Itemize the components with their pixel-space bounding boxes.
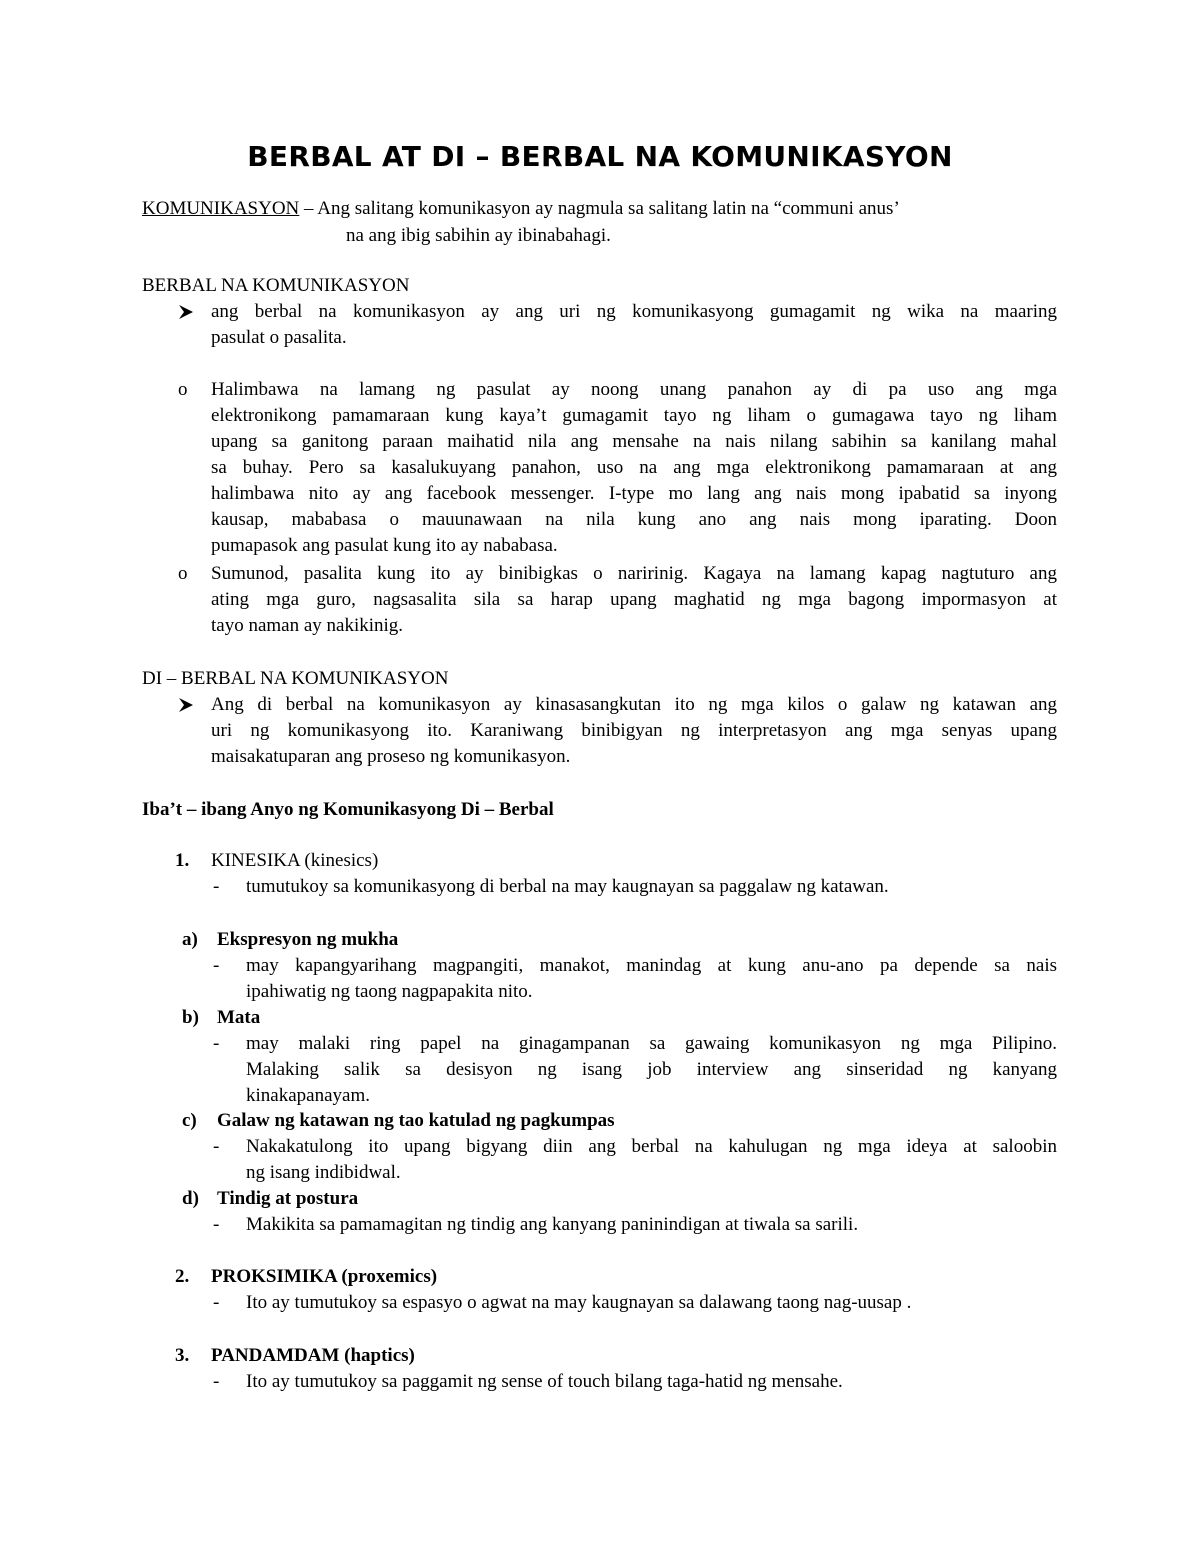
item-title-pandamdam: PANDAMDAM (haptics) [211, 1345, 415, 1366]
berbal-example-2: Sumunod, pasalita kung ito ay binibigkas o naririnig. Kagaya na lamang kapag nagtuturo ang ating mga guro, nagsasalita sila sa harap upang maghatid ng mga bagong impormasyon at tayo naman ay nakikinig. [211, 563, 1057, 636]
proksimika-description: Ito ay tumutukoy sa espasyo o agwat na may kaugnayan sa dalawang taong nag-uusap . [246, 1292, 912, 1313]
definition-text-1: Ang salitang komunikasyon ay nagmula sa salitang latin na “communi anus’ [317, 198, 900, 219]
dash-bullet: - [213, 1136, 220, 1157]
arrow-bullet-icon [177, 696, 195, 714]
sub-item-letter: b) [182, 1007, 199, 1028]
sub-item-letter: a) [182, 929, 198, 950]
circle-bullet-icon: o [178, 379, 188, 400]
sub-item-title: Mata [217, 1007, 261, 1028]
dash-bullet: - [213, 1214, 220, 1235]
sub-item-description: Makikita sa pamamagitan ng tindig ang kanyang paninindigan at tiwala sa sarili. [246, 1214, 859, 1235]
definition-text-2: na ang ibig sabihin ay ibinabahagi. [346, 225, 611, 246]
page-title: BERBAL AT DI – BERBAL NA KOMUNIKASYON [247, 140, 953, 173]
dash-bullet: - [213, 876, 220, 897]
sub-item-title: Ekspresyon ng mukha [217, 929, 399, 950]
pandamdam-description: Ito ay tumutukoy sa paggamit ng sense of touch bilang taga-hatid ng mensahe. [246, 1371, 843, 1392]
sub-item-description: may malaki ring papel na ginagampanan sa gawaing komunikasyon ng mga Pilipino. Malaking salik sa desisyon ng isang job interview ang sinseridad ng kanyang kinakapanayam. [246, 1033, 1057, 1106]
item-number: 1. [175, 850, 190, 871]
circle-bullet-icon: o [178, 563, 188, 584]
sub-item-description: may kapangyarihang magpangiti, manakot, manindag at kung anu-ano pa depende sa nais ipahiwatig ng taong nagpapakita nito. [246, 955, 1057, 1002]
arrow-bullet-icon [177, 303, 195, 321]
section-heading-di-berbal: DI – BERBAL NA KOMUNIKASYON [142, 668, 449, 689]
berbal-example-1: Halimbawa na lamang ng pasulat ay noong unang panahon ay di pa uso ang mga elektronikong pamamaraan kung kaya’t gumagamit tayo ng liham o gumagawa tayo ng liham upang sa ganitong paraan maihatid nila ang mensahe na nais nilang sabihin sa kanilang mahal sa buhay. Pero sa kasalukuyang panahon, uso na ang mga elektronikong pamamaraan at ang halimbawa nito ay ang facebook messenger. I-type mo lang ang nais mong ipabatid sa inyong kausap, mababasa o mauunawaan na nila kung ano ang nais mong iparating. Doon pumapasok ang pasulat kung ito ay nababasa. [211, 379, 1057, 556]
kinesika-description: tumutukoy sa komunikasyong di berbal na may kaugnayan sa paggalaw ng katawan. [246, 876, 889, 897]
sub-item-title: Tindig at postura [217, 1188, 359, 1209]
item-title-proksimika: PROKSIMIKA (proxemics) [211, 1266, 438, 1287]
section-heading-berbal: BERBAL NA KOMUNIKASYON [142, 275, 410, 296]
dash-bullet: - [213, 1033, 220, 1054]
definition-line [142, 196, 900, 222]
sub-item-letter: d) [182, 1188, 199, 1209]
item-number: 3. [175, 1345, 190, 1366]
item-number: 2. [175, 1266, 190, 1287]
subsection-heading: Iba’t – ibang Anyo ng Komunikasyong Di – Berbal [142, 799, 554, 820]
sub-item-title: Galaw ng katawan ng tao katulad ng pagkumpas [217, 1110, 615, 1131]
di-berbal-description: Ang di berbal na komunikasyon ay kinasasangkutan ito ng mga kilos o galaw ng katawan ang uri ng komunikasyong ito. Karaniwang binibigyan ng interpretasyon ang mga senyas upang maisakatuparan ang proseso ng komunikasyon. [211, 694, 1057, 767]
definition-term: KOMUNIKASYON [142, 198, 300, 219]
sub-item-letter: c) [182, 1110, 197, 1131]
dash-bullet: - [213, 955, 220, 976]
dash-bullet: - [213, 1371, 220, 1392]
sub-item-description: Nakakatulong ito upang bigyang diin ang berbal na kahulugan ng mga ideya at saloobin ng isang indibidwal. [246, 1136, 1057, 1183]
item-title-kinesika: KINESIKA (kinesics) [211, 850, 379, 871]
definition-dash: – [299, 198, 318, 219]
dash-bullet: - [213, 1292, 220, 1313]
berbal-description: ang berbal na komunikasyon ay ang uri ng komunikasyong gumagamit ng wika na maaring pasulat o pasalita. [211, 301, 1057, 348]
